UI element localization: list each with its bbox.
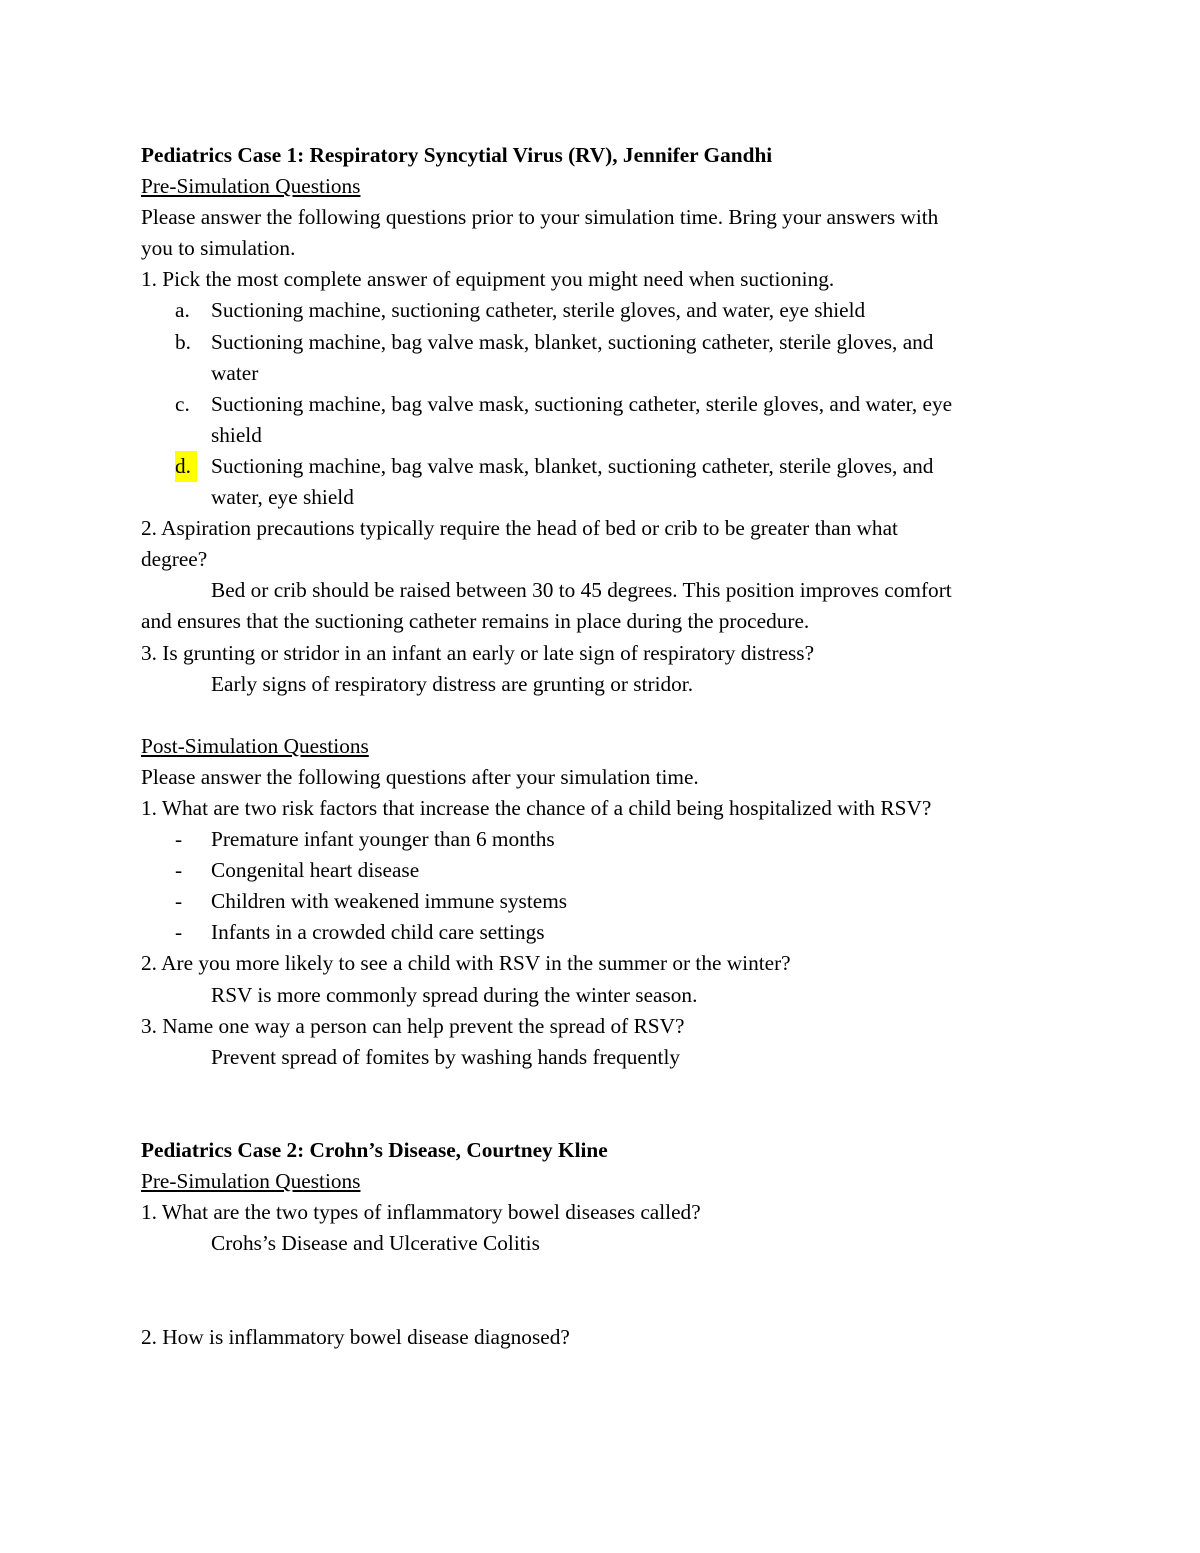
case2-pre-q1: 1. What are the two types of inflammatory bowel diseases called? bbox=[141, 1200, 701, 1225]
case2-pre-a1: Crohs’s Disease and Ulcerative Colitis bbox=[211, 1231, 540, 1256]
bullet-dash: - bbox=[175, 827, 183, 852]
option-marker: b. bbox=[175, 329, 191, 354]
case1-pre-q1: 1. Pick the most complete answer of equipment you might need when suctioning. bbox=[141, 267, 835, 292]
case1-title: Pediatrics Case 1: Respiratory Syncytial Virus (RV), Jennifer Gandhi bbox=[141, 143, 773, 167]
case1-post-instructions: Please answer the following questions after your simulation time. bbox=[141, 764, 699, 789]
bullet-dash: - bbox=[175, 889, 183, 914]
spacer bbox=[141, 1259, 1061, 1321]
case1-pre-q1-option-c bbox=[141, 389, 1061, 451]
option-text: Suctioning machine, suctioning catheter, sterile gloves, and water, eye shield bbox=[211, 298, 866, 323]
option-text: Suctioning machine, bag valve mask, blanket, suctioning catheter, sterile gloves, and bbox=[211, 453, 934, 478]
option-marker: a. bbox=[175, 298, 190, 323]
document-page bbox=[141, 140, 1061, 1353]
spacer bbox=[141, 700, 1061, 731]
case1-post-a3: Prevent spread of fomites by washing hands frequently bbox=[211, 1044, 681, 1069]
case1-post-q1-bullet bbox=[141, 886, 1061, 917]
case1-post-q1-bullet bbox=[141, 855, 1061, 886]
case2-title: Pediatrics Case 2: Crohn’s Disease, Courtney Kline bbox=[141, 1138, 608, 1162]
case1-pre-a2: Bed or crib should be raised between 30 to 45 degrees. This position improves comfort bbox=[211, 578, 952, 603]
bullet-text: Infants in a crowded child care settings bbox=[211, 920, 545, 945]
bullet-dash: - bbox=[175, 858, 183, 883]
case2-pre-heading: Pre-Simulation Questions bbox=[141, 1169, 361, 1194]
case1-pre-q2: 2. Aspiration precautions typically require the head of bed or crib to be greater than what bbox=[141, 516, 898, 541]
case1-pre-a2-continued: and ensures that the suctioning catheter remains in place during the procedure. bbox=[141, 609, 810, 634]
case1-pre-q3: 3. Is grunting or stridor in an infant an early or late sign of respiratory distress? bbox=[141, 640, 815, 665]
case1-pre-q2-continued: degree? bbox=[141, 547, 208, 572]
bullet-text: Congenital heart disease bbox=[211, 858, 420, 883]
option-text-continued: water, eye shield bbox=[211, 485, 354, 510]
case1-pre-q1-option-b bbox=[141, 327, 1061, 389]
case1-pre-heading: Pre-Simulation Questions bbox=[141, 174, 361, 199]
option-text-continued: shield bbox=[211, 422, 262, 447]
bullet-text: Children with weakened immune systems bbox=[211, 889, 568, 914]
case2-pre-q2: 2. How is inflammatory bowel disease diagnosed? bbox=[141, 1324, 570, 1349]
bullet-text: Premature infant younger than 6 months bbox=[211, 827, 555, 852]
case1-pre-q1-option-a bbox=[141, 295, 1061, 326]
case1-post-q3: 3. Name one way a person can help prevent the spread of RSV? bbox=[141, 1013, 685, 1038]
case1-post-a2: RSV is more commonly spread during the winter season. bbox=[211, 982, 698, 1007]
option-text: Suctioning machine, bag valve mask, suctioning catheter, sterile gloves, and water, eye bbox=[211, 391, 953, 416]
case1-pre-instructions-1: Please answer the following questions prior to your simulation time. Bring your answers with bbox=[141, 205, 939, 230]
option-text: Suctioning machine, bag valve mask, blanket, suctioning catheter, sterile gloves, and bbox=[211, 329, 934, 354]
option-marker: c. bbox=[175, 391, 190, 416]
case1-post-q1: 1. What are two risk factors that increase the chance of a child being hospitalized with RSV? bbox=[141, 795, 932, 820]
selected-answer-highlight: d. bbox=[175, 451, 197, 482]
case1-post-q1-bullet bbox=[141, 917, 1061, 948]
case1-pre-a3: Early signs of respiratory distress are grunting or stridor. bbox=[211, 671, 694, 696]
case1-pre-q1-option-d-selected bbox=[141, 451, 1061, 513]
case1-post-q1-bullet bbox=[141, 824, 1061, 855]
spacer bbox=[141, 1073, 1061, 1135]
case1-post-q2: 2. Are you more likely to see a child with RSV in the summer or the winter? bbox=[141, 951, 791, 976]
case1-post-heading: Post-Simulation Questions bbox=[141, 733, 369, 758]
case1-pre-instructions-2: you to simulation. bbox=[141, 236, 296, 261]
option-text-continued: water bbox=[211, 360, 259, 385]
bullet-dash: - bbox=[175, 920, 183, 945]
